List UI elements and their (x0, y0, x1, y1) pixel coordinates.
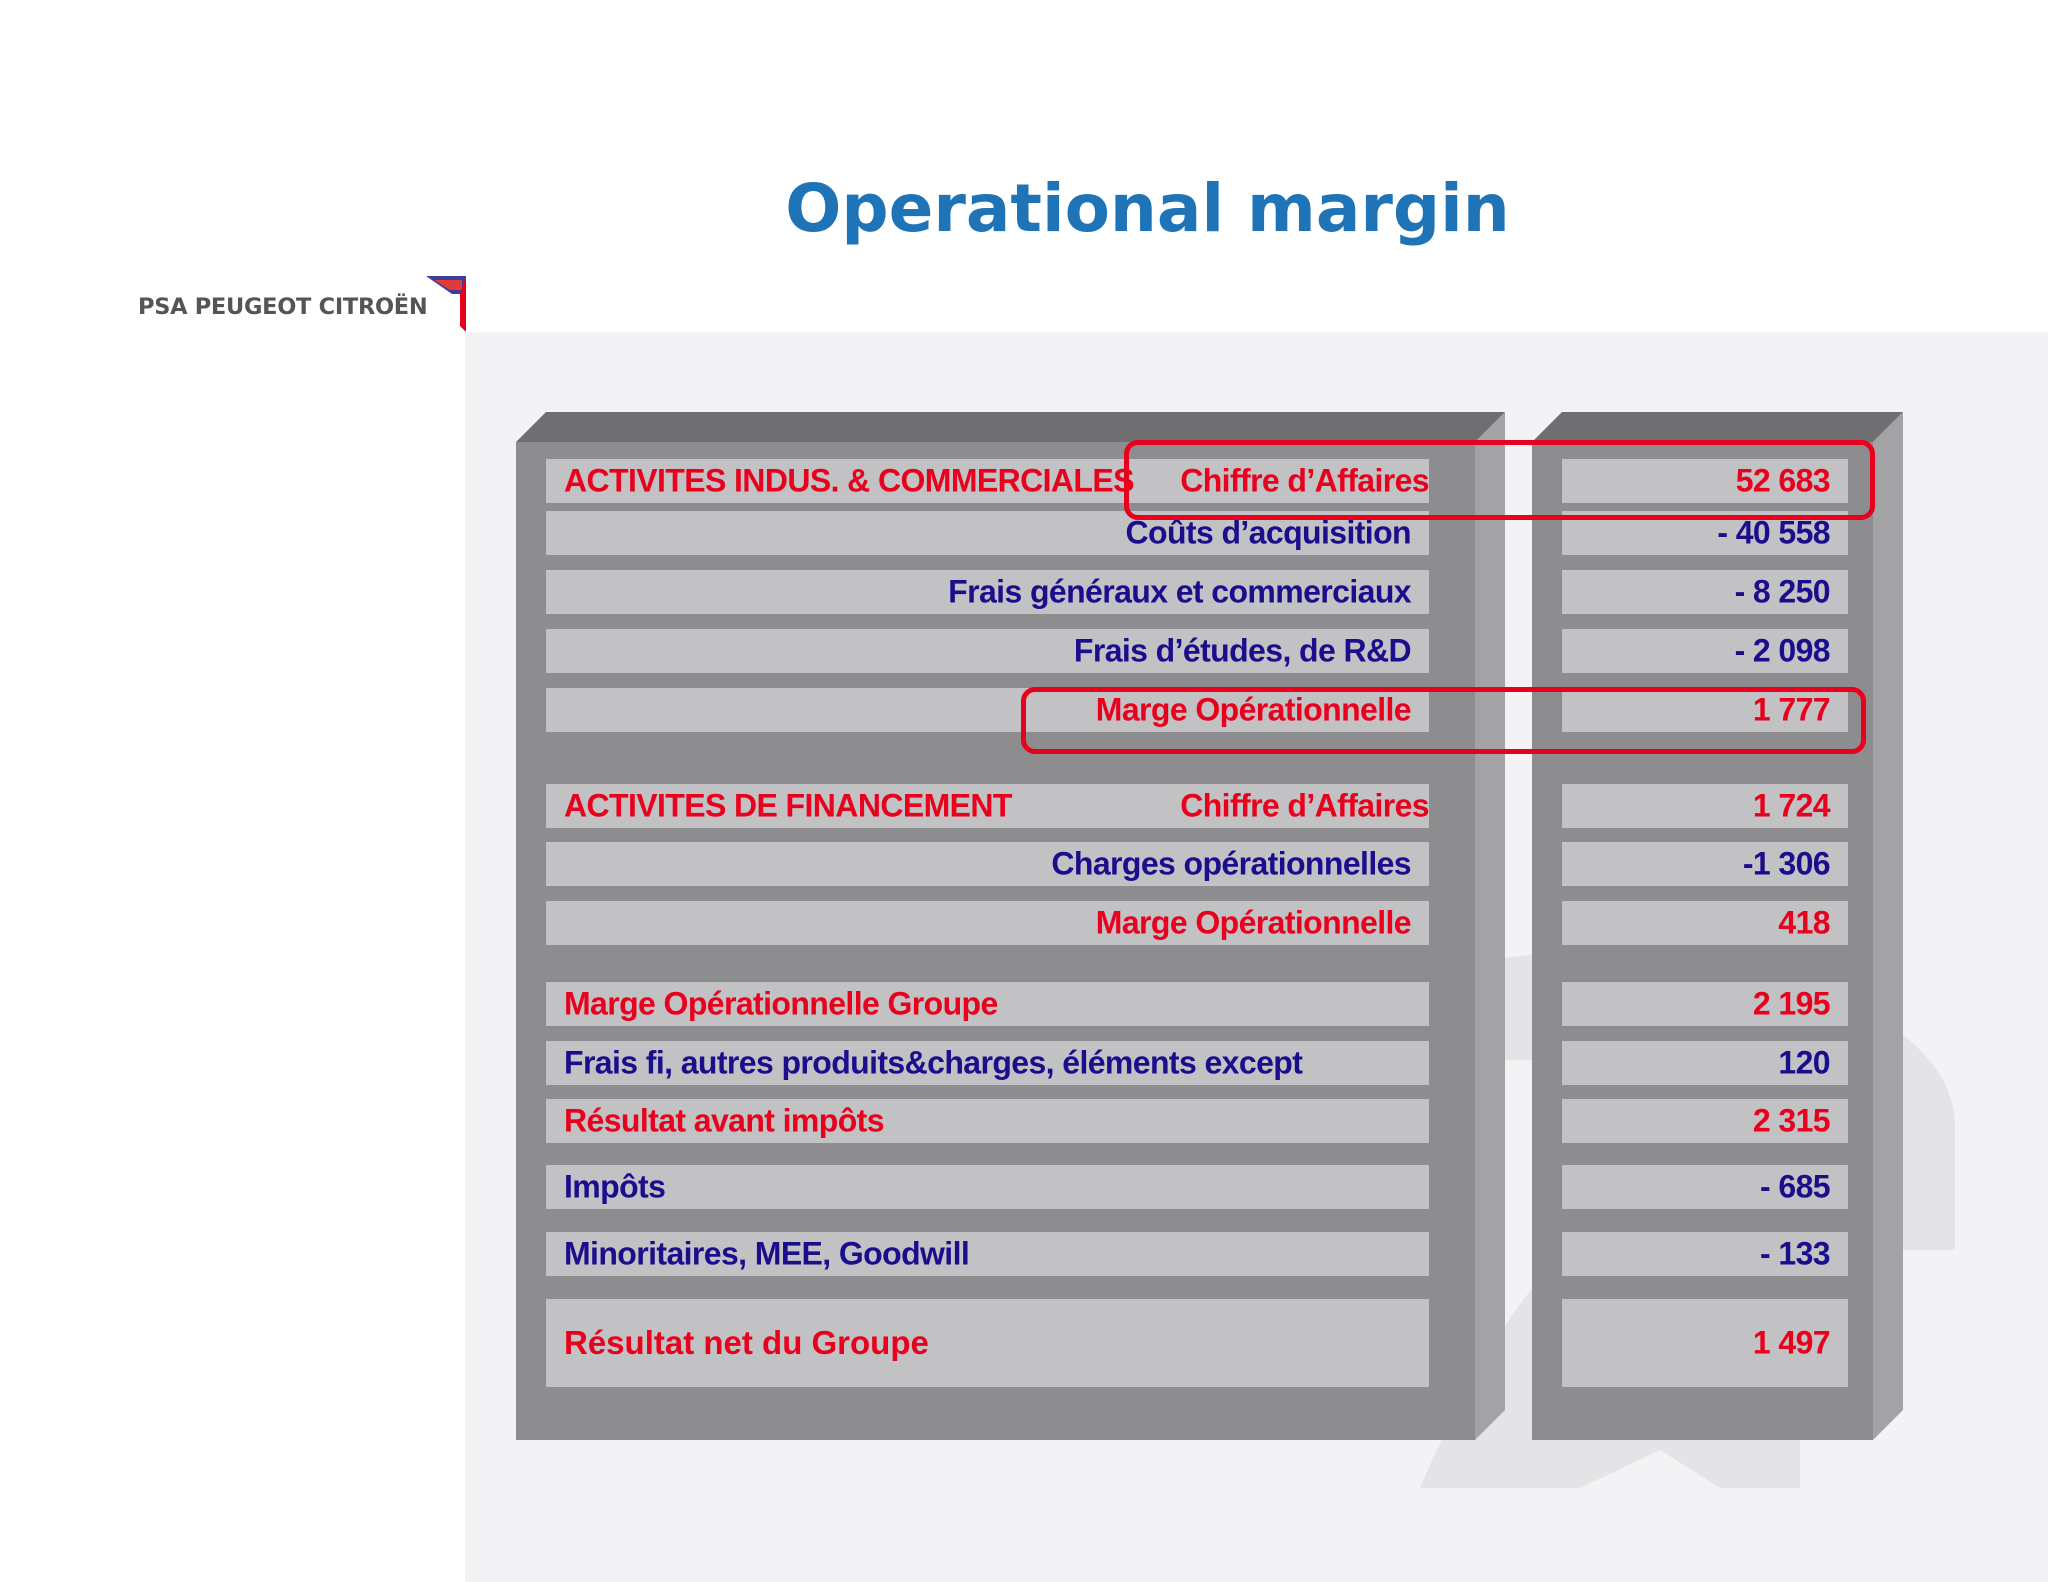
row-amount: 2 315 (1752, 1102, 1830, 1139)
table-row (546, 1099, 1429, 1143)
row-amount: - 8 250 (1734, 573, 1830, 610)
value-cell (1562, 1299, 1848, 1387)
section-label: ACTIVITES DE FINANCEMENT (564, 787, 1012, 824)
row-amount: - 40 558 (1717, 514, 1830, 551)
row-label: Impôts (564, 1168, 666, 1205)
value-cell (1562, 1041, 1848, 1085)
row-amount: 120 (1778, 1044, 1830, 1081)
row-amount: 1 777 (1752, 691, 1830, 728)
row-label: Marge Opérationnelle (1095, 691, 1411, 728)
row-label: Frais d’études, de R&D (1073, 632, 1411, 669)
highlight-revenue (1124, 440, 1875, 520)
table-row (546, 1299, 1429, 1387)
highlight-operating-margin (1021, 687, 1866, 754)
table-row (546, 784, 1429, 828)
total-label: Résultat net du Groupe (564, 1324, 929, 1361)
row-amount: 1 724 (1752, 787, 1830, 824)
row-amount: - 133 (1760, 1235, 1830, 1272)
right-box-side (1873, 412, 1903, 1440)
value-cell (1562, 629, 1848, 673)
row-amount: - 2 098 (1734, 632, 1830, 669)
right-box-top (1532, 412, 1903, 442)
row-label: Chiffre d’Affaires (1180, 787, 1429, 824)
row-label: Frais fi, autres produits&charges, éléments except (564, 1044, 1303, 1081)
table-row (546, 1165, 1429, 1209)
value-cell (1562, 570, 1848, 614)
table-row (546, 570, 1429, 614)
row-label: Charges opérationnelles (1051, 845, 1411, 882)
row-label: Marge Opérationnelle Groupe (564, 985, 998, 1022)
table-row (546, 982, 1429, 1026)
value-cell (1562, 982, 1848, 1026)
row-label: Marge Opérationnelle (1095, 904, 1411, 941)
left-box-side (1475, 412, 1505, 1440)
row-amount: -1 306 (1742, 845, 1830, 882)
value-cell (1562, 1232, 1848, 1276)
row-amount: - 685 (1760, 1168, 1830, 1205)
row-amount: 52 683 (1735, 462, 1830, 499)
table-row (546, 842, 1429, 886)
value-cell (1562, 1165, 1848, 1209)
table-row (546, 629, 1429, 673)
row-label: Frais généraux et commerciaux (948, 573, 1411, 610)
value-cell (1562, 842, 1848, 886)
table-row (546, 1232, 1429, 1276)
row-amount: 418 (1778, 904, 1830, 941)
row-label: Résultat avant impôts (564, 1102, 884, 1139)
table-row (546, 901, 1429, 945)
total-amount: 1 497 (1752, 1324, 1830, 1361)
row-label: Chiffre d’Affaires (1180, 462, 1429, 499)
left-box-top (516, 412, 1505, 442)
row-label: Coûts d’acquisition (1125, 514, 1411, 551)
table-row (546, 1041, 1429, 1085)
value-cell (1562, 901, 1848, 945)
value-cell (1562, 1099, 1848, 1143)
row-label: Minoritaires, MEE, Goodwill (564, 1235, 970, 1272)
row-amount: 2 195 (1752, 985, 1830, 1022)
page-title: Operational margin (785, 170, 1510, 247)
value-cell (1562, 784, 1848, 828)
section-label: ACTIVITES INDUS. & COMMERCIALES (564, 462, 1134, 499)
logo-text: PSA PEUGEOT CITROËN (138, 294, 428, 320)
